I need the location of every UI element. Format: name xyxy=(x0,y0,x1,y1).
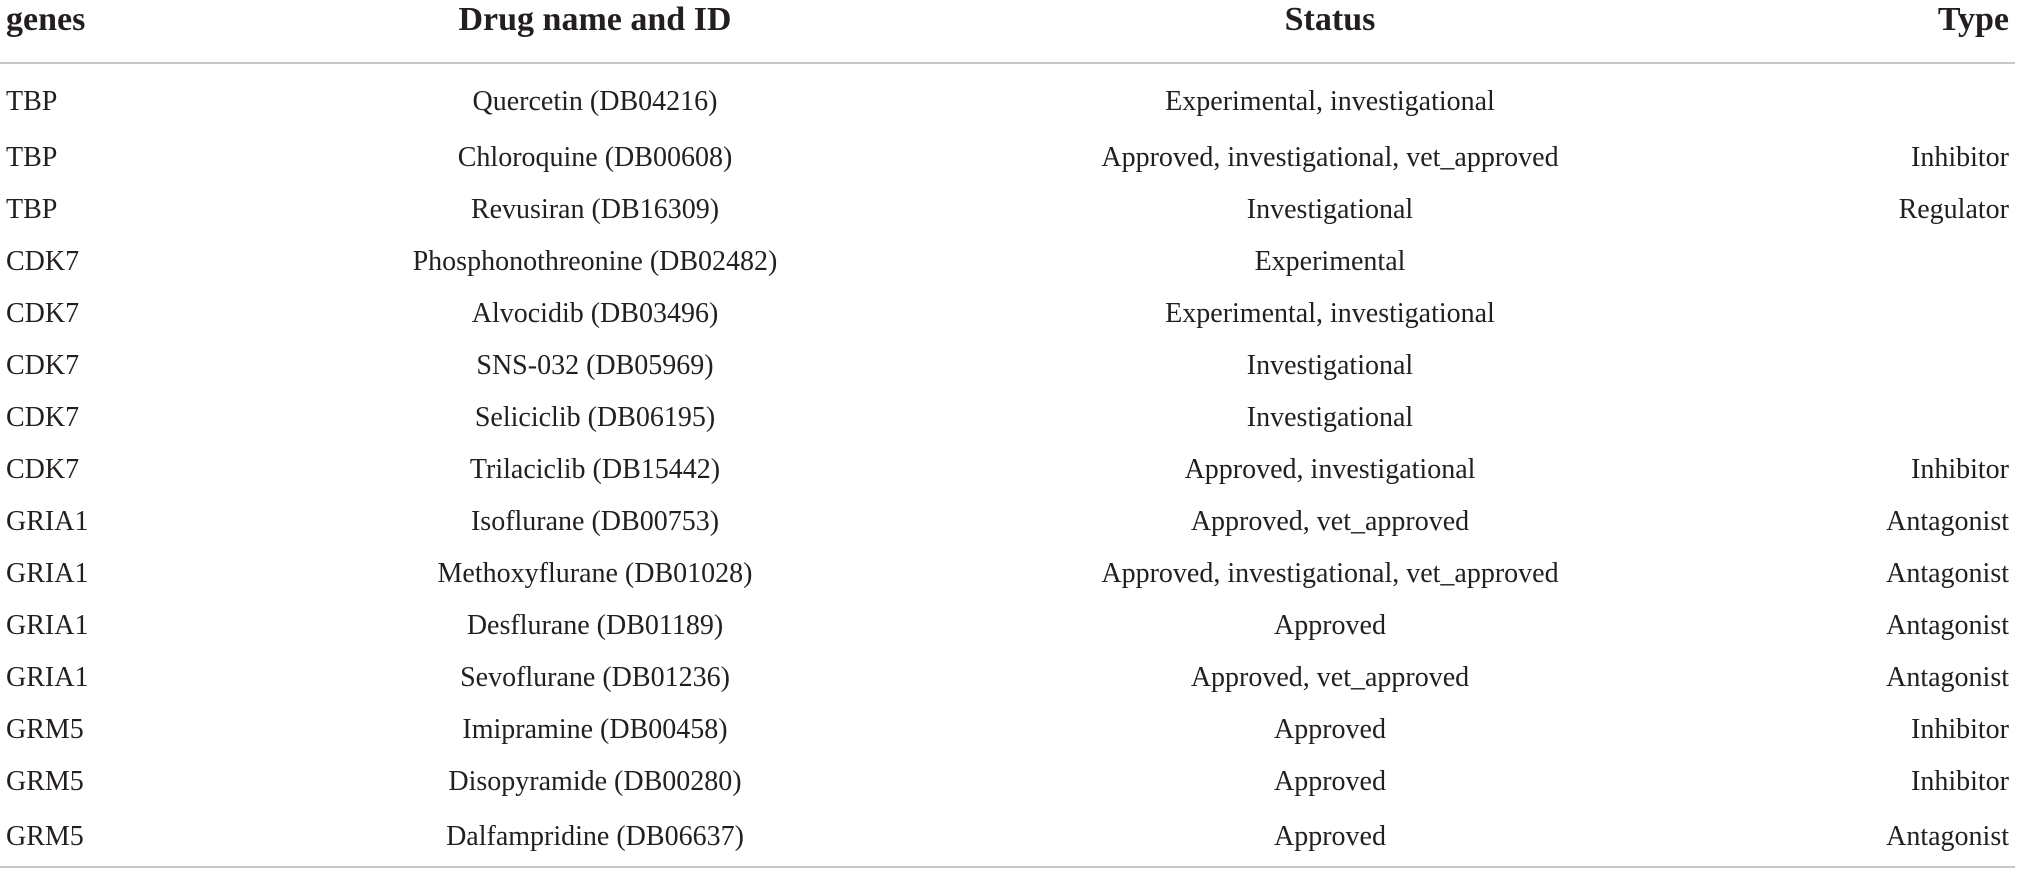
table-row xyxy=(0,444,2015,496)
cell-drug-name-id: Phosphonothreonine (DB02482) xyxy=(412,246,778,277)
cell-status: Approved, investigational, vet_approved xyxy=(1101,558,1559,589)
cell-type xyxy=(1770,288,2015,340)
table-row xyxy=(0,548,2015,600)
cell-drug-name-id: Quercetin (DB04216) xyxy=(472,86,718,117)
cell-gene: GRM5 xyxy=(0,808,300,867)
cell-gene: CDK7 xyxy=(6,454,80,485)
cell-status: Approved xyxy=(1274,714,1386,745)
cell-drug-name-id: Alvocidib (DB03496) xyxy=(471,298,719,329)
cell-type: Antagonist xyxy=(1886,662,2009,693)
cell-drug-name-id: Imipramine (DB00458) xyxy=(462,714,728,745)
cell-drug-name-id: Isoflurane (DB00753) xyxy=(470,506,720,537)
cell-gene: GRIA1 xyxy=(6,610,89,641)
cell-status: Experimental, investigational xyxy=(1165,86,1495,117)
cell-gene: CDK7 xyxy=(6,298,80,329)
cell-type: Antagonist xyxy=(1770,808,2015,867)
cell-drug-name-id: SNS-032 (DB05969) xyxy=(476,350,714,381)
cell-drug-name-id: Chloroquine (DB00608) xyxy=(457,142,733,173)
header-status: Status xyxy=(890,0,1770,63)
cell-type: Inhibitor xyxy=(1911,766,2009,797)
table-row xyxy=(0,184,2015,236)
cell-status: Approved xyxy=(890,808,1770,867)
cell-type xyxy=(1770,392,2015,444)
cell-status: Investigational xyxy=(1246,402,1414,433)
cell-type xyxy=(1770,340,2015,392)
cell-type: Antagonist xyxy=(1886,506,2009,537)
table-row xyxy=(0,288,2015,340)
cell-type: Antagonist xyxy=(1886,558,2009,589)
table-body xyxy=(0,63,2015,867)
table-row xyxy=(0,340,2015,392)
cell-type: Inhibitor xyxy=(1911,714,2009,745)
header-drug-name-id: Drug name and ID xyxy=(300,0,890,63)
cell-gene: GRIA1 xyxy=(6,662,89,693)
cell-gene: TBP xyxy=(6,194,58,225)
cell-drug-name-id: Sevoflurane (DB01236) xyxy=(460,662,730,693)
table-row xyxy=(0,132,2015,184)
cell-status: Investigational xyxy=(1246,194,1414,225)
cell-type: Inhibitor xyxy=(1911,142,2009,173)
table-row xyxy=(0,496,2015,548)
cell-gene: GRM5 xyxy=(6,714,84,745)
cell-drug-name-id: Disopyramide (DB00280) xyxy=(448,766,742,797)
cell-status: Approved, vet_approved xyxy=(1190,506,1470,537)
header-row xyxy=(0,0,2015,63)
cell-status: Approved xyxy=(1274,610,1386,641)
cell-drug-name-id: Trilaciclib (DB15442) xyxy=(469,454,721,485)
header-type: Type xyxy=(1770,0,2015,63)
table-row xyxy=(0,808,2015,867)
table-row xyxy=(0,756,2015,808)
table-row xyxy=(0,652,2015,704)
header-genes: genes xyxy=(0,0,300,63)
cell-gene: TBP xyxy=(6,86,58,117)
table-row xyxy=(0,63,2015,132)
cell-gene: GRM5 xyxy=(6,766,84,797)
cell-gene: CDK7 xyxy=(6,402,80,433)
cell-type: Regulator xyxy=(1898,194,2009,225)
cell-status: Approved xyxy=(1274,766,1386,797)
cell-drug-name-id: Methoxyflurane (DB01028) xyxy=(437,558,753,589)
cell-gene: GRIA1 xyxy=(6,558,89,589)
cell-type: Inhibitor xyxy=(1911,454,2009,485)
cell-status: Approved, investigational xyxy=(1184,454,1476,485)
table-row xyxy=(0,392,2015,444)
table-row xyxy=(0,236,2015,288)
cell-gene: TBP xyxy=(6,142,58,173)
cell-status: Approved, investigational, vet_approved xyxy=(1101,142,1559,173)
cell-type xyxy=(1770,63,2015,132)
cell-status: Approved, vet_approved xyxy=(1190,662,1470,693)
table-row xyxy=(0,600,2015,652)
table-header xyxy=(0,0,2015,63)
cell-gene: CDK7 xyxy=(6,246,80,277)
cell-status: Experimental, investigational xyxy=(1165,298,1495,329)
cell-drug-name-id: Dalfampridine (DB06637) xyxy=(300,808,890,867)
cell-status: Experimental xyxy=(1254,246,1406,277)
cell-drug-name-id: Desflurane (DB01189) xyxy=(466,610,724,641)
cell-status: Investigational xyxy=(1246,350,1414,381)
cell-gene: GRIA1 xyxy=(6,506,89,537)
cell-type: Antagonist xyxy=(1886,610,2009,641)
cell-gene: CDK7 xyxy=(6,350,80,381)
cell-drug-name-id: Seliciclib (DB06195) xyxy=(474,402,716,433)
cell-type xyxy=(1770,236,2015,288)
cell-drug-name-id: Revusiran (DB16309) xyxy=(470,194,720,225)
table-row xyxy=(0,704,2015,756)
